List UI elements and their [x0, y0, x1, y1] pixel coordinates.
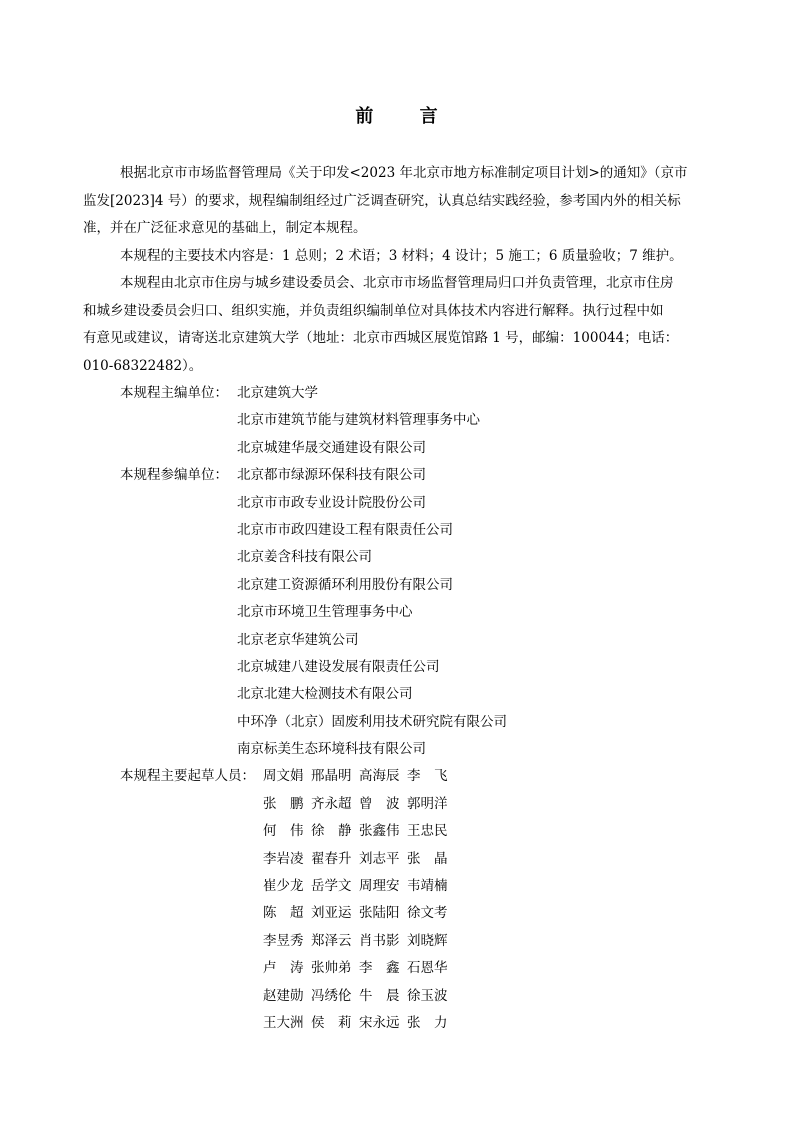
drafter-name: 张鑫伟 [359, 823, 400, 840]
unit-label [120, 435, 237, 462]
drafter-name: 曾 波 [359, 795, 400, 812]
drafter-name: 卢 涛 [263, 960, 304, 977]
drafter-name: 宋永远 [359, 1014, 400, 1031]
drafter-name: 肖书影 [359, 932, 400, 949]
paragraph [83, 270, 705, 380]
unit-row [120, 627, 705, 654]
unit-row [120, 736, 705, 763]
unit-label [120, 627, 237, 654]
drafter-name: 岳学文 [311, 878, 352, 895]
drafter-name: 张帅弟 [311, 960, 352, 977]
drafter-row [120, 983, 705, 1010]
drafter-row [120, 900, 705, 927]
drafter-name: 刘志平 [359, 850, 400, 867]
drafters-label [120, 818, 263, 845]
drafter-name: 刘亚运 [311, 905, 352, 922]
drafter-row [120, 763, 705, 790]
unit-name: 北京姜含科技有限公司 [237, 549, 372, 566]
drafter-name: 赵建勋 [263, 987, 304, 1004]
drafter-name: 郭明洋 [407, 795, 448, 812]
unit-label [120, 654, 237, 681]
unit-row [120, 599, 705, 626]
drafters-label [120, 955, 263, 982]
participating-units [120, 462, 705, 763]
paragraph-line: 本规程的主要技术内容是：1 总则；2 术语；3 材料；4 设计；5 施工；6 质量验收；7 维护。 [120, 247, 683, 264]
drafters-label [120, 791, 263, 818]
drafter-row [120, 818, 705, 845]
drafter-row [120, 791, 705, 818]
drafters-label: 本规程主要起草人员： [120, 768, 255, 785]
unit-name: 北京老京华建筑公司 [237, 631, 359, 648]
drafter-name: 何 伟 [263, 823, 304, 840]
unit-row [120, 380, 705, 407]
drafters-list [120, 763, 705, 1037]
drafter-name: 王忠民 [407, 823, 448, 840]
drafter-name: 周文娟 [263, 768, 304, 785]
paragraph [120, 243, 705, 271]
unit-label [120, 407, 237, 434]
unit-label [120, 544, 237, 571]
drafter-name: 王大洲 [263, 1014, 304, 1031]
drafter-name: 冯绣伦 [311, 987, 352, 1004]
drafter-row [120, 955, 705, 982]
unit-name: 北京城建八建设发展有限责任公司 [237, 658, 440, 675]
drafter-name: 李 鑫 [359, 960, 400, 977]
unit-label [120, 517, 237, 544]
unit-name: 中环净（北京）固废利用技术研究院有限公司 [237, 713, 507, 730]
drafter-row [120, 1010, 705, 1037]
unit-name: 南京标美生态环境科技有限公司 [237, 741, 426, 758]
paragraph-line: 010-68322482）。 [83, 357, 203, 374]
page-title: 前 言 [355, 106, 458, 127]
unit-label [120, 572, 237, 599]
drafters-label [120, 900, 263, 927]
paragraph-line: 本规程由北京市住房与城乡建设委员会、北京市市场监督管理局归口并负责管理，北京市住房 [120, 275, 674, 291]
drafter-row [120, 928, 705, 955]
paragraph-line: 有意见或建议，请寄送北京建筑大学（地址：北京市西城区展览馆路 1 号，邮编：100044；电话： [83, 330, 679, 346]
drafter-name: 张 晶 [407, 850, 448, 867]
unit-row [120, 490, 705, 517]
drafters-label [120, 983, 263, 1010]
drafters-label [120, 846, 263, 873]
drafter-name: 韦靖楠 [407, 878, 448, 895]
drafter-name: 高海辰 [359, 768, 400, 785]
drafter-name: 张 鹏 [263, 795, 304, 812]
unit-name: 北京北建大检测技术有限公司 [237, 686, 413, 703]
unit-name: 北京市市政专业设计院股份公司 [237, 494, 426, 511]
unit-label [120, 681, 237, 708]
drafters-label [120, 873, 263, 900]
drafters-label [120, 1010, 263, 1037]
drafter-name: 徐 静 [311, 823, 352, 840]
drafter-name: 齐永超 [311, 795, 352, 812]
unit-row [120, 709, 705, 736]
drafter-name: 侯 莉 [311, 1014, 352, 1031]
unit-name: 北京都市绿源环保科技有限公司 [237, 467, 426, 484]
drafter-name: 崔少龙 [263, 878, 304, 895]
paragraph-line: 和城乡建设委员会归口、组织实施，并负责组织编制单位对具体技术内容进行解释。执行过程中如 [83, 302, 664, 319]
unit-row [120, 517, 705, 544]
drafter-name: 邢晶明 [311, 768, 352, 785]
drafter-name: 石恩华 [407, 960, 448, 977]
unit-label [120, 599, 237, 626]
unit-name: 北京建筑大学 [237, 385, 318, 401]
unit-row [120, 462, 705, 489]
unit-label: 本规程主编单位： [120, 385, 228, 401]
unit-name: 北京市建筑节能与建筑材料管理事务中心 [237, 412, 480, 429]
unit-label: 本规程参编单位： [120, 467, 228, 484]
drafter-name: 李岩凌 [263, 850, 304, 867]
drafter-row [120, 873, 705, 900]
preface-paragraphs [83, 160, 705, 380]
document-body [83, 160, 705, 1037]
drafters-label [120, 928, 263, 955]
drafter-name: 陈 超 [263, 905, 304, 922]
drafter-name: 翟春升 [311, 850, 352, 867]
drafter-name: 李 飞 [407, 768, 448, 785]
paragraph-line: 根据北京市市场监督管理局《关于印发<2023 年北京市地方标准制定项目计划>的通知》（京市 [120, 165, 688, 181]
drafter-name: 张陆阳 [359, 905, 400, 922]
drafter-name: 李昱秀 [263, 932, 304, 949]
paragraph-line: 监发[2023]4 号）的要求，规程编制组经过广泛调查研究，认真总结实践经验，参考国内外的相关标 [83, 192, 681, 209]
unit-row [120, 544, 705, 571]
drafter-row [120, 846, 705, 873]
unit-row [120, 681, 705, 708]
unit-name: 北京城建华晟交通建设有限公司 [237, 439, 426, 456]
unit-name: 北京市市政四建设工程有限责任公司 [237, 521, 453, 538]
drafter-name: 刘晓辉 [407, 932, 448, 949]
paragraph-line: 准，并在广泛征求意见的基础上，制定本规程。 [83, 220, 367, 236]
unit-row [120, 572, 705, 599]
unit-row [120, 435, 705, 462]
unit-name: 北京建工资源循环利用股份有限公司 [237, 576, 453, 593]
unit-label [120, 490, 237, 517]
drafter-name: 周理安 [359, 878, 400, 895]
drafter-name: 徐玉波 [407, 987, 448, 1004]
drafter-name: 郑泽云 [311, 932, 352, 949]
unit-label [120, 736, 237, 763]
unit-label [120, 709, 237, 736]
unit-name: 北京市环境卫生管理事务中心 [237, 604, 413, 621]
paragraph [83, 160, 705, 243]
drafter-name: 牛 晨 [359, 987, 400, 1004]
drafter-name: 张 力 [407, 1014, 448, 1031]
unit-row [120, 654, 705, 681]
drafter-name: 徐文考 [407, 905, 448, 922]
unit-row [120, 407, 705, 434]
chief-editor-units [120, 380, 705, 462]
